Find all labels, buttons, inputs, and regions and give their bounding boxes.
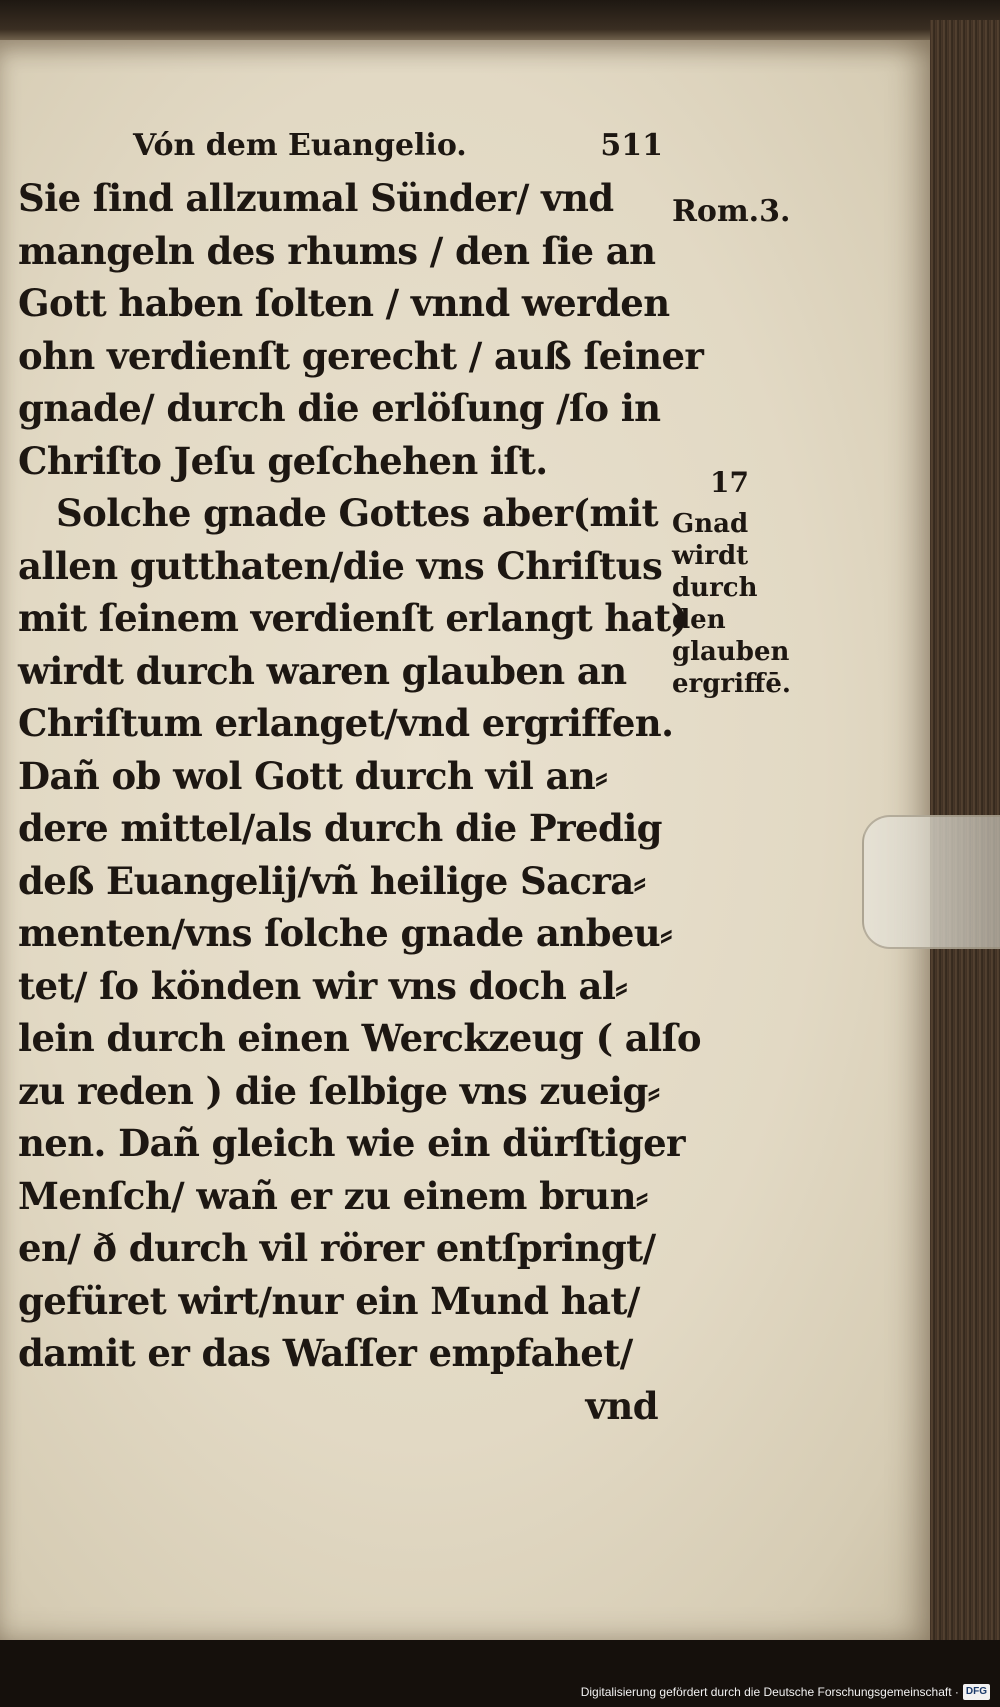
body-text — [18, 172, 704, 1432]
main-text-block — [18, 126, 704, 1432]
text-line: Gott haben ſolten / vnnd werden — [18, 281, 670, 325]
text-line: gefüret wirt/nur ein Mund hat/ — [18, 1278, 640, 1323]
digitization-footer — [581, 1684, 990, 1700]
text-line: wirdt durch waren glauben an — [18, 648, 627, 693]
text-line: en/ ð durch vil rörer entſpringt/ — [18, 1226, 656, 1270]
margin-gloss — [672, 508, 812, 700]
page-clip — [862, 815, 1000, 949]
catchword: vnd — [585, 1383, 658, 1428]
text-line: nen. Dañ gleich wie ein dürſtiger — [18, 1121, 685, 1165]
running-head — [133, 126, 663, 172]
margin-reference: Rom.3. — [672, 194, 791, 229]
text-line: Chriſtum erlanget/vnd ergriffen. — [18, 701, 674, 745]
footer-credit: Digitalisierung gefördert durch die Deutsche Forschungsgemeinschaft · — [580, 1685, 959, 1699]
running-head-title: Vón dem Euangelio. — [133, 128, 467, 163]
text-line: deß Euangelij/vñ heilige Sacra⸗ — [18, 858, 646, 903]
margin-notes — [672, 192, 812, 699]
margin-note-number: 17 — [710, 466, 749, 499]
text-line: Menſch/ wañ er zu einem brun⸗ — [18, 1173, 648, 1218]
text-line: damit er das Waſſer empfahet/ — [18, 1331, 633, 1375]
text-line: mangeln des rhums / den ſie an — [18, 228, 656, 273]
text-line: zu reden ) die ſelbige vns zueig⸗ — [18, 1068, 660, 1113]
page-number: 511 — [600, 128, 663, 163]
text-line: gnade/ durch die erlöſung /ſo in — [18, 386, 661, 430]
text-line: Sie ſind allzumal Sünder/ vnd — [18, 176, 614, 220]
gloss-line: Gnad — [672, 509, 749, 539]
text-line: Solche gnade Gottes aber(mit — [56, 491, 658, 535]
top-border — [0, 0, 1000, 42]
text-line: dere mittel/als durch die Predig — [18, 806, 662, 850]
text-line: Chriſto Jeſu geſchehen iſt. — [18, 438, 548, 483]
text-line: allen gutthaten/die vns Chriſtus — [18, 543, 663, 588]
text-line: menten/vns ſolche gnade anbeu⸗ — [18, 911, 672, 955]
gloss-line: wirdt — [672, 541, 749, 571]
text-line: mit ſeinem verdienſt erlangt hat) — [18, 596, 688, 640]
gloss-line: durch — [672, 573, 758, 603]
gloss-line: ergriffē. — [672, 669, 791, 699]
gloss-line: glauben — [672, 637, 790, 667]
text-line: tet/ ſo könden wir vns doch al⸗ — [18, 963, 628, 1008]
text-line: ohn verdienſt gerecht / auß ſeiner — [18, 333, 704, 378]
text-line: Dañ ob wol Gott durch vil an⸗ — [18, 753, 607, 798]
text-line: lein durch einen Werckzeug ( alſo — [18, 1016, 701, 1060]
gloss-line: den — [672, 605, 726, 635]
dfg-logo: DFG — [963, 1684, 990, 1700]
bleed-through-text — [875, 930, 935, 1100]
